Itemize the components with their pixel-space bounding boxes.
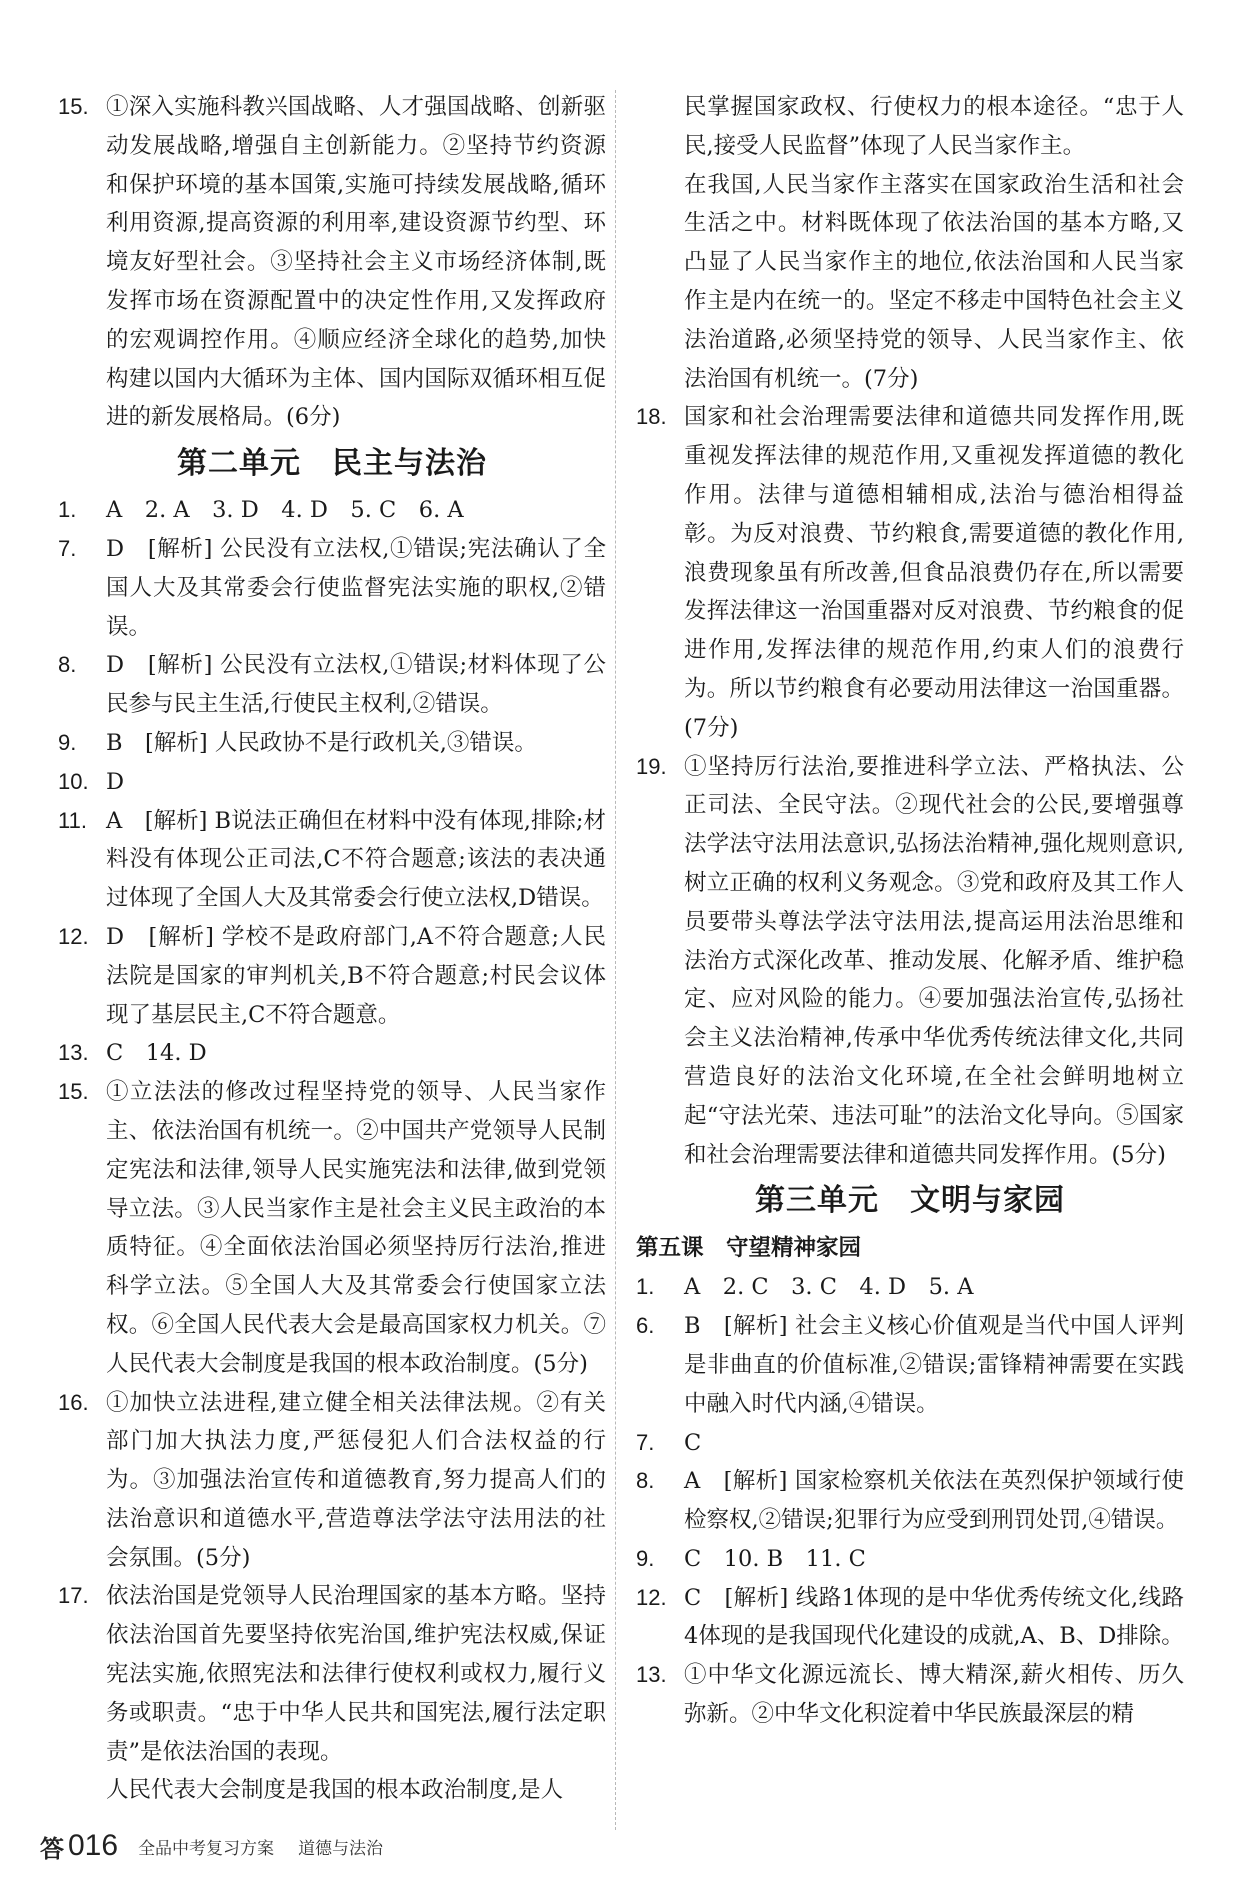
item-number: 9. xyxy=(636,1545,655,1571)
answer-item-11 xyxy=(58,802,606,918)
item-text: C 10. B 11. C xyxy=(684,1545,866,1572)
item-text: D [解析] 公民没有立法权,①错误;宪法确认了全国人大及其常委会行使监督宪法实施的职权,②错误。 xyxy=(106,535,606,640)
item-number: 19. xyxy=(636,753,667,779)
item-number: 1. xyxy=(636,1274,655,1300)
item-number: 16. xyxy=(58,1389,89,1415)
answer-item-r7 xyxy=(636,1424,1184,1463)
item-text: A 2. A 3. D 4. D 5. C 6. A xyxy=(106,497,464,524)
right-column xyxy=(636,88,1184,1734)
item-text: ①加快立法进程,建立健全相关法律法规。②有关部门加大执法力度,严惩侵犯人们合法权益的行为。③加强法治宣传和道德教育,努力提高人们的法治意识和道德水平,营造尊法学法守法用法的社会氛围。(5分) xyxy=(106,1389,606,1571)
answer-item-r13 xyxy=(636,1656,1184,1734)
item-text: A [解析] B说法正确但在材料中没有体现,排除;材料没有体现公正司法,C不符合题意;该法的表决通过体现了全国人大及其常委会行使立法权,D错误。 xyxy=(106,807,606,912)
item-text: ①深入实施科教兴国战略、人才强国战略、创新驱动发展战略,增强自主创新能力。②坚持节约资源和保护环境的基本国策,实施可持续发展战略,循环利用资源,提高资源的利用率,建设资源节约型、环境友好型社会。③坚持社会主义市场经济体制,既发挥市场在资源配置中的决定性作用,又发挥政府的宏观调控作用。④顺应经济全球化的趋势,加快构建以国内大循环为主体、国内国际双循环相互促进的新发展格局。(6分) xyxy=(106,94,606,431)
item-text: D [解析] 公民没有立法权,①错误;材料体现了公民参与民主生活,行使民主权利,②错误。 xyxy=(106,652,606,718)
item-number: 6. xyxy=(636,1313,655,1339)
item-text: C [解析] 线路1体现的是中华优秀传统文化,线路4体现的是我国现代化建设的成就,A、B、D排除。 xyxy=(684,1584,1184,1650)
item-text: A 2. C 3. C 4. D 5. A xyxy=(684,1274,974,1301)
lesson-title-5: 第五课 守望精神家园 xyxy=(636,1235,862,1262)
answer-item-r6 xyxy=(636,1307,1184,1423)
item-number: 17. xyxy=(58,1583,89,1609)
item-number: 13. xyxy=(58,1040,89,1066)
item-number: 15. xyxy=(58,94,89,119)
item-number: 8. xyxy=(58,652,77,678)
item-text: ①坚持厉行法治,要推进科学立法、严格执法、公正司法、全民守法。②现代社会的公民,要增强尊法学法守法用法意识,弘扬法治精神,强化规则意识,树立正确的权利义务观念。③党和政府及其工作人员要带头尊法学法守法用法,提高运用法治思维和法治方式深化改革、推动发展、化解矛盾、维护稳定、应对风险的能力。④要加强法治宣传,弘扬社会主义法治精神,传承中华优秀传统法律文化,共同营造良好的法治文化环境,在全社会鲜明地树立起“守法光荣、违法可耻”的法治文化导向。⑤国家和社会治理需要法律和道德共同发挥作用。(5分) xyxy=(684,753,1184,1168)
subject-name: 道德与法治 xyxy=(298,1838,384,1859)
item-text: B [解析] 人民政协不是行政机关,③错误。 xyxy=(106,729,537,756)
answer-item-17 xyxy=(58,1577,606,1771)
unit-title-3: 第三单元 文明与家园 xyxy=(755,1183,1065,1219)
book-title: 全品中考复习方案 xyxy=(138,1838,275,1859)
answer-item-17-continued: 人民代表大会制度是我国的根本政治制度,是人 xyxy=(106,1777,564,1804)
item-number: 15. xyxy=(58,1079,89,1105)
item-number: 13. xyxy=(636,1662,667,1688)
item-number: 11. xyxy=(58,807,87,833)
item-text: A [解析] 国家检察机关依法在英烈保护领域行使检察权,②错误;犯罪行为应受到刑罚处罚,④错误。 xyxy=(684,1468,1184,1534)
column-divider xyxy=(615,90,616,1830)
page-footer xyxy=(40,1826,383,1866)
answer-item-r12 xyxy=(636,1579,1184,1657)
answer-item-13-14 xyxy=(58,1034,606,1073)
item-text: 依法治国是党领导人民治理国家的基本方略。坚持依法治国首先要坚持依宪治国,维护宪法权威,保证宪法实施,依照宪法和法律行使权利或权力,履行义务或职责。“忠于中华人民共和国宪法,履行法定职责”是依法治国的表现。 xyxy=(106,1583,606,1765)
item-number: 7. xyxy=(58,535,77,561)
item-number: 18. xyxy=(636,404,667,430)
item-number: 8. xyxy=(636,1468,655,1494)
item-number: 1. xyxy=(58,497,77,523)
item-text: C xyxy=(684,1429,702,1456)
answer-item-12 xyxy=(58,918,606,1034)
answer-item-16 xyxy=(58,1384,606,1578)
item-text: D xyxy=(106,768,125,795)
answer-item-r1-5 xyxy=(636,1268,1184,1307)
unit-title-2: 第二单元 民主与法治 xyxy=(177,446,487,482)
answer-item-19 xyxy=(636,748,1184,1175)
answer-item-8 xyxy=(58,646,606,724)
answer-item-17-continued-2: 民掌握国家政权、行使权力的根本途径。“忠于人民,接受人民监督”体现了人民当家作主。 xyxy=(684,94,1184,159)
item-text: 国家和社会治理需要法律和道德共同发挥作用,既重视发挥法律的规范作用,又重视发挥道德的教化作用。法律与道德相辅相成,法治与德治相得益彰。为反对浪费、节约粮食,需要道德的教化作用,浪费现象虽有所改善,但食品浪费仍存在,所以需要发挥法律这一治国重器对反对浪费、节约粮食的促进作用,发挥法律的规范作用,约束人们的浪费行为。所以节约粮食有必要动用法律这一治国重器。(7分) xyxy=(684,404,1184,741)
answer-item-r8 xyxy=(636,1462,1184,1540)
answer-label: 答 xyxy=(40,1834,64,1863)
answer-item-9 xyxy=(58,724,606,763)
page-number: 016 xyxy=(68,1829,119,1862)
answer-item-15 xyxy=(58,88,606,437)
item-number: 12. xyxy=(58,923,89,949)
answer-item-17-continued-3: 在我国,人民当家作主落实在国家政治生活和社会生活之中。材料既体现了依法治国的基本方略,又凸显了人民当家作主的地位,依法治国和人民当家作主是内在统一的。坚定不移走中国特色社会主义法治道路,必须坚持党的领导、人民当家作主、依法治国有机统一。(7分) xyxy=(684,171,1184,392)
item-number: 9. xyxy=(58,729,77,755)
answer-item-18 xyxy=(636,398,1184,747)
item-text: ①中华文化源远流长、博大精深,薪火相传、历久弥新。②中华文化积淀着中华民族最深层的精 xyxy=(684,1662,1184,1728)
left-column xyxy=(58,88,606,1810)
item-number: 7. xyxy=(636,1429,655,1455)
answer-item-10 xyxy=(58,763,606,802)
item-text: D [解析] 学校不是政府部门,A不符合题意;人民法院是国家的审判机关,B不符合题意;村民会议体现了基层民主,C不符合题意。 xyxy=(106,923,606,1028)
item-number: 12. xyxy=(636,1584,667,1610)
answer-item-7 xyxy=(58,530,606,646)
item-text: B [解析] 社会主义核心价值观是当代中国人评判是非曲直的价值标准,②错误;雷锋精神需要在实践中融入时代内涵,④错误。 xyxy=(684,1313,1184,1417)
item-text: ①立法法的修改过程坚持党的领导、人民当家作主、依法治国有机统一。②中国共产党领导人民制定宪法和法律,领导人民实施宪法和法律,做到党领导立法。③人民当家作主是社会主义民主政治的本质特征。④全面依法治国必须坚持厉行法治,推进科学立法。⑤全国人大及其常委会行使国家立法权。⑥全国人民代表大会是最高国家权力机关。⑦人民代表大会制度是我国的根本政治制度。(5分) xyxy=(106,1079,606,1377)
item-number: 10. xyxy=(58,768,89,794)
answer-item-r9-11 xyxy=(636,1540,1184,1579)
answer-item-15b xyxy=(58,1073,606,1383)
answer-item-1-6 xyxy=(58,491,606,530)
item-text: C 14. D xyxy=(106,1040,207,1067)
